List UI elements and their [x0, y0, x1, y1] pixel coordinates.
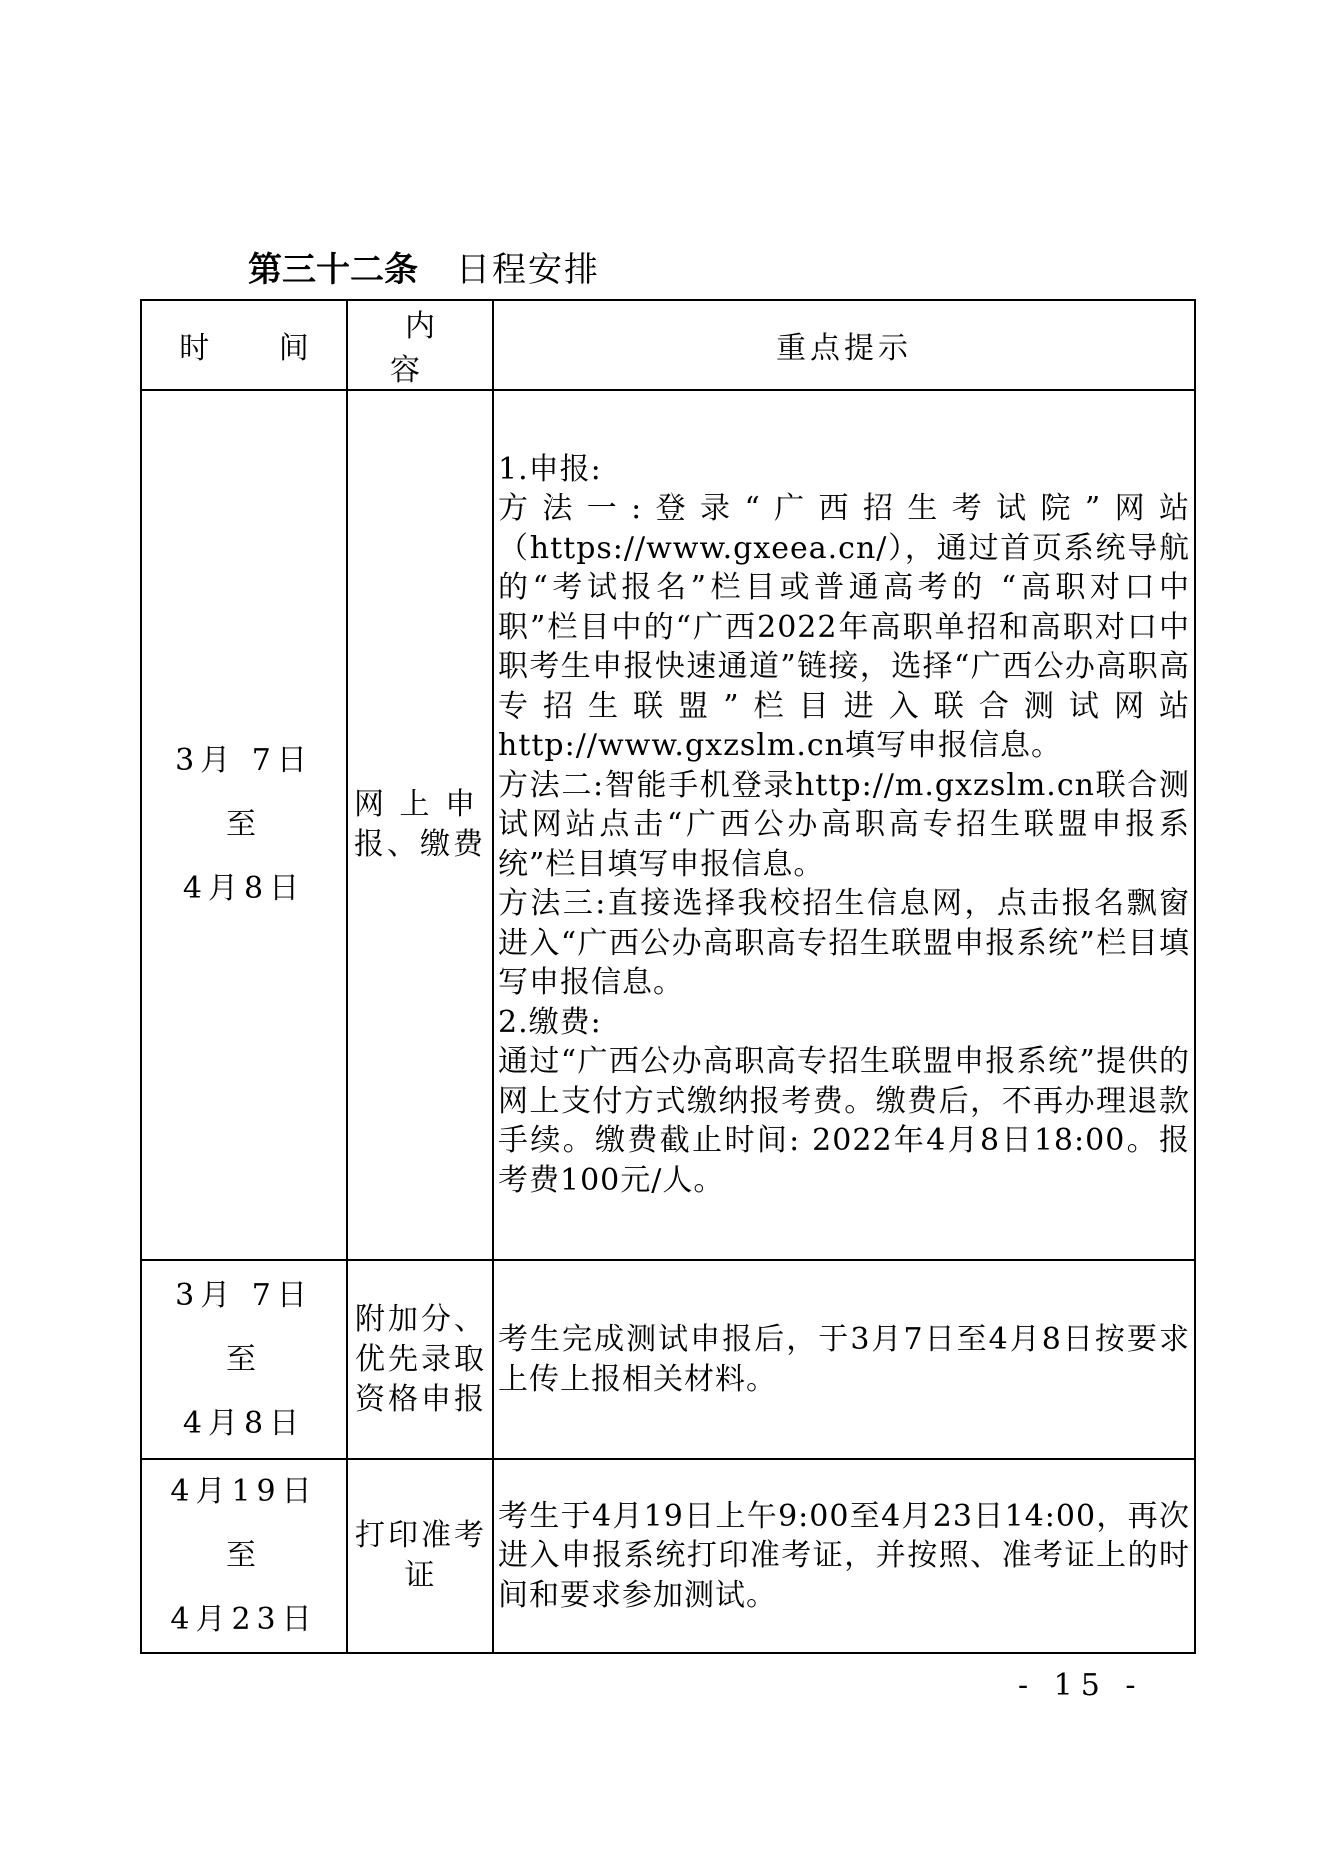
time-end: 4月8日: [182, 871, 306, 906]
table-row: [141, 390, 1195, 1260]
tips-cell: [493, 1260, 1195, 1459]
content-cell: 网 上 申报、缴费: [347, 390, 493, 1260]
time-start: 3月 7日: [175, 743, 313, 778]
tip-paragraph: 考生完成测试申报后，于3月7日至4月8日按要求上传上报相关材料。: [498, 1322, 1190, 1397]
header-tips: 重点提示: [493, 300, 1195, 390]
tip-paragraph: 2.缴费:: [498, 1004, 602, 1040]
schedule-table: [140, 299, 1196, 1654]
table-row: [141, 1459, 1195, 1653]
time-cell: [141, 1459, 347, 1653]
time-start: 4月19日: [170, 1474, 318, 1509]
tip-paragraph: 方法一:登录“广西招生考试院”网站（https://www.gxeea.cn/），通过首页系统导航的“考试报名”栏目或普通高考的 “高职对口中职”栏目中的“广西2022年高职单招和高职对口中职考生申报快速通道”链接，选择“广西公办高职高专招生联盟”栏目进入联合测试网站http://www.gxzslm.cn填写申报信息。: [498, 491, 1190, 764]
article-number: 第三十二条: [248, 250, 418, 290]
page-number: - 15 -: [1018, 1668, 1144, 1703]
time-start: 3月 7日: [175, 1277, 313, 1313]
tip-paragraph: 考生于4月19日上午9:00至4月23日14:00，再次进入申报系统打印准考证，并按照、准考证上的时间和要求参加测试。: [498, 1498, 1190, 1613]
table-header-row: [141, 300, 1195, 390]
tips-cell: [493, 1459, 1195, 1653]
section-heading: [248, 248, 600, 292]
tip-paragraph: 1.申报:: [498, 451, 602, 487]
article-topic: 日程安排: [456, 250, 600, 290]
time-cell: [141, 390, 347, 1260]
content-cell: 打印准考证: [347, 1459, 493, 1653]
tip-paragraph: 通过“广西公办高职高专招生联盟申报系统”提供的网上支付方式缴纳报考费。缴费后，不再办理退款手续。缴费截止时间: 2022年4月8日18:00。报考费100元/人。: [498, 1044, 1190, 1198]
time-separator: 至: [226, 807, 262, 842]
time-separator: 至: [226, 1341, 262, 1377]
content-cell: 附加分、优先录取资格申报: [347, 1260, 493, 1459]
time-separator: 至: [226, 1538, 262, 1573]
tips-cell: [493, 390, 1195, 1260]
time-end: 4月23日: [170, 1602, 318, 1637]
time-cell: [141, 1260, 347, 1459]
tip-paragraph: 方法二:智能手机登录http://m.gxzslm.cn联合测试网站点击“广西公办高职高专招生联盟申报系统”栏目填写申报信息。: [498, 767, 1190, 882]
tip-paragraph: 方法三:直接选择我校招生信息网，点击报名飘窗进入“广西公办高职高专招生联盟申报系统”栏目填写申报信息。: [498, 886, 1190, 1001]
table-row: [141, 1260, 1195, 1459]
header-time: 时 间: [141, 300, 347, 390]
header-content: 内 容: [347, 300, 493, 390]
time-end: 4月8日: [182, 1405, 306, 1441]
